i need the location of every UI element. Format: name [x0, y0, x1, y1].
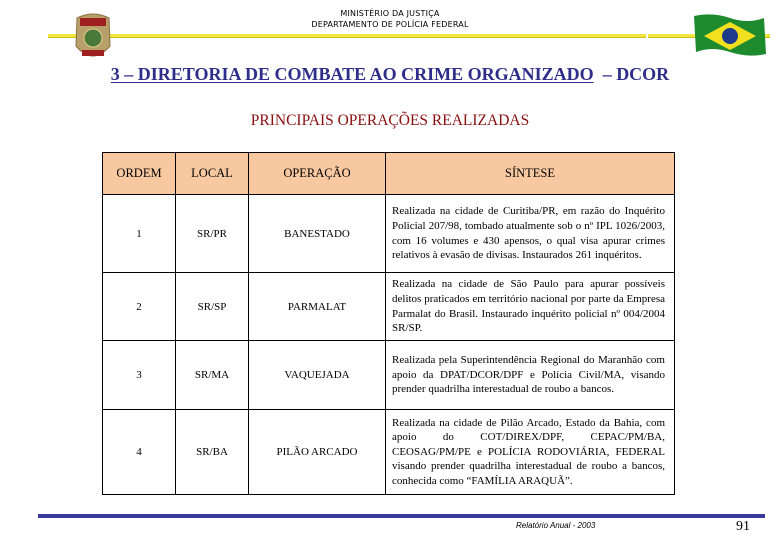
page-number: 91	[736, 519, 750, 534]
header-divider	[48, 34, 646, 37]
table-header-row	[103, 153, 675, 195]
table-row	[103, 341, 675, 410]
cell-sintese: Realizada na cidade de Curitiba/PR, em razão do Inquérito Policial 207/98, tombado atualmente sob o nº IPL 1026/2003, com 16 volumes e 430 apensos, o qual visa apurar crimes relativos à evasão de divisas. Instaurados 261 inquéritos.	[386, 195, 675, 273]
table-row	[103, 410, 675, 495]
cell-local: SR/SP	[176, 273, 249, 341]
brazil-flag-icon	[692, 12, 768, 58]
col-header-ordem: ORDEM	[103, 153, 176, 195]
table-row	[103, 273, 675, 341]
section-title	[0, 64, 780, 85]
cell-operacao: VAQUEJADA	[249, 341, 386, 410]
cell-sintese: Realizada pela Superintendência Regional do Maranhão com apoio da DPAT/DCOR/DPF e Polícia Civil/MA, visando prender quadrilha interestadual de roubo a bancos.	[386, 341, 675, 410]
cell-sintese: Realizada na cidade de Pilão Arcado, Estado da Bahia, com apoio do COT/DIREX/DPF, CEPAC/PM/BA, CEOSAG/PM/PE e POLÍCIA RODOVIÁRIA, FEDERAL visando prender quadrilha interestadual de roubo a bancos, conhecida como “FAMÍLIA ARAQUÃ”.	[386, 410, 675, 495]
cell-local: SR/PR	[176, 195, 249, 273]
col-header-operacao: OPERAÇÃO	[249, 153, 386, 195]
cell-ordem: 2	[103, 273, 176, 341]
department-name: DEPARTAMENTO DE POLÍCIA FEDERAL	[311, 20, 469, 29]
col-header-sintese: SÍNTESE	[386, 153, 675, 195]
ministry-name: MINISTÉRIO DA JUSTIÇA	[340, 9, 440, 18]
operations-table	[102, 152, 675, 495]
cell-operacao: BANESTADO	[249, 195, 386, 273]
subtitle: PRINCIPAIS OPERAÇÕES REALIZADAS	[250, 112, 530, 129]
cell-operacao: PILÃO ARCADO	[249, 410, 386, 495]
report-label: Relatório Anual - 2003	[516, 521, 596, 530]
table-row	[103, 195, 675, 273]
cell-local: SR/BA	[176, 410, 249, 495]
cell-sintese: Realizada na cidade de São Paulo para apurar possíveis delitos praticados em território nacional por parte da Empresa Parmalat do Brasil. Instaurado inquérito policial nº 004/2004 SR/SP.	[386, 273, 675, 341]
cell-ordem: 3	[103, 341, 176, 410]
cell-ordem: 1	[103, 195, 176, 273]
cell-operacao: PARMALAT	[249, 273, 386, 341]
section-title-suffix: – DCOR	[602, 64, 670, 84]
footer-divider	[38, 514, 765, 518]
section-title-text: 3 – DIRETORIA DE COMBATE AO CRIME ORGANIZADO	[110, 64, 594, 84]
cell-local: SR/MA	[176, 341, 249, 410]
col-header-local: LOCAL	[176, 153, 249, 195]
police-badge-logo	[72, 12, 114, 62]
cell-ordem: 4	[103, 410, 176, 495]
